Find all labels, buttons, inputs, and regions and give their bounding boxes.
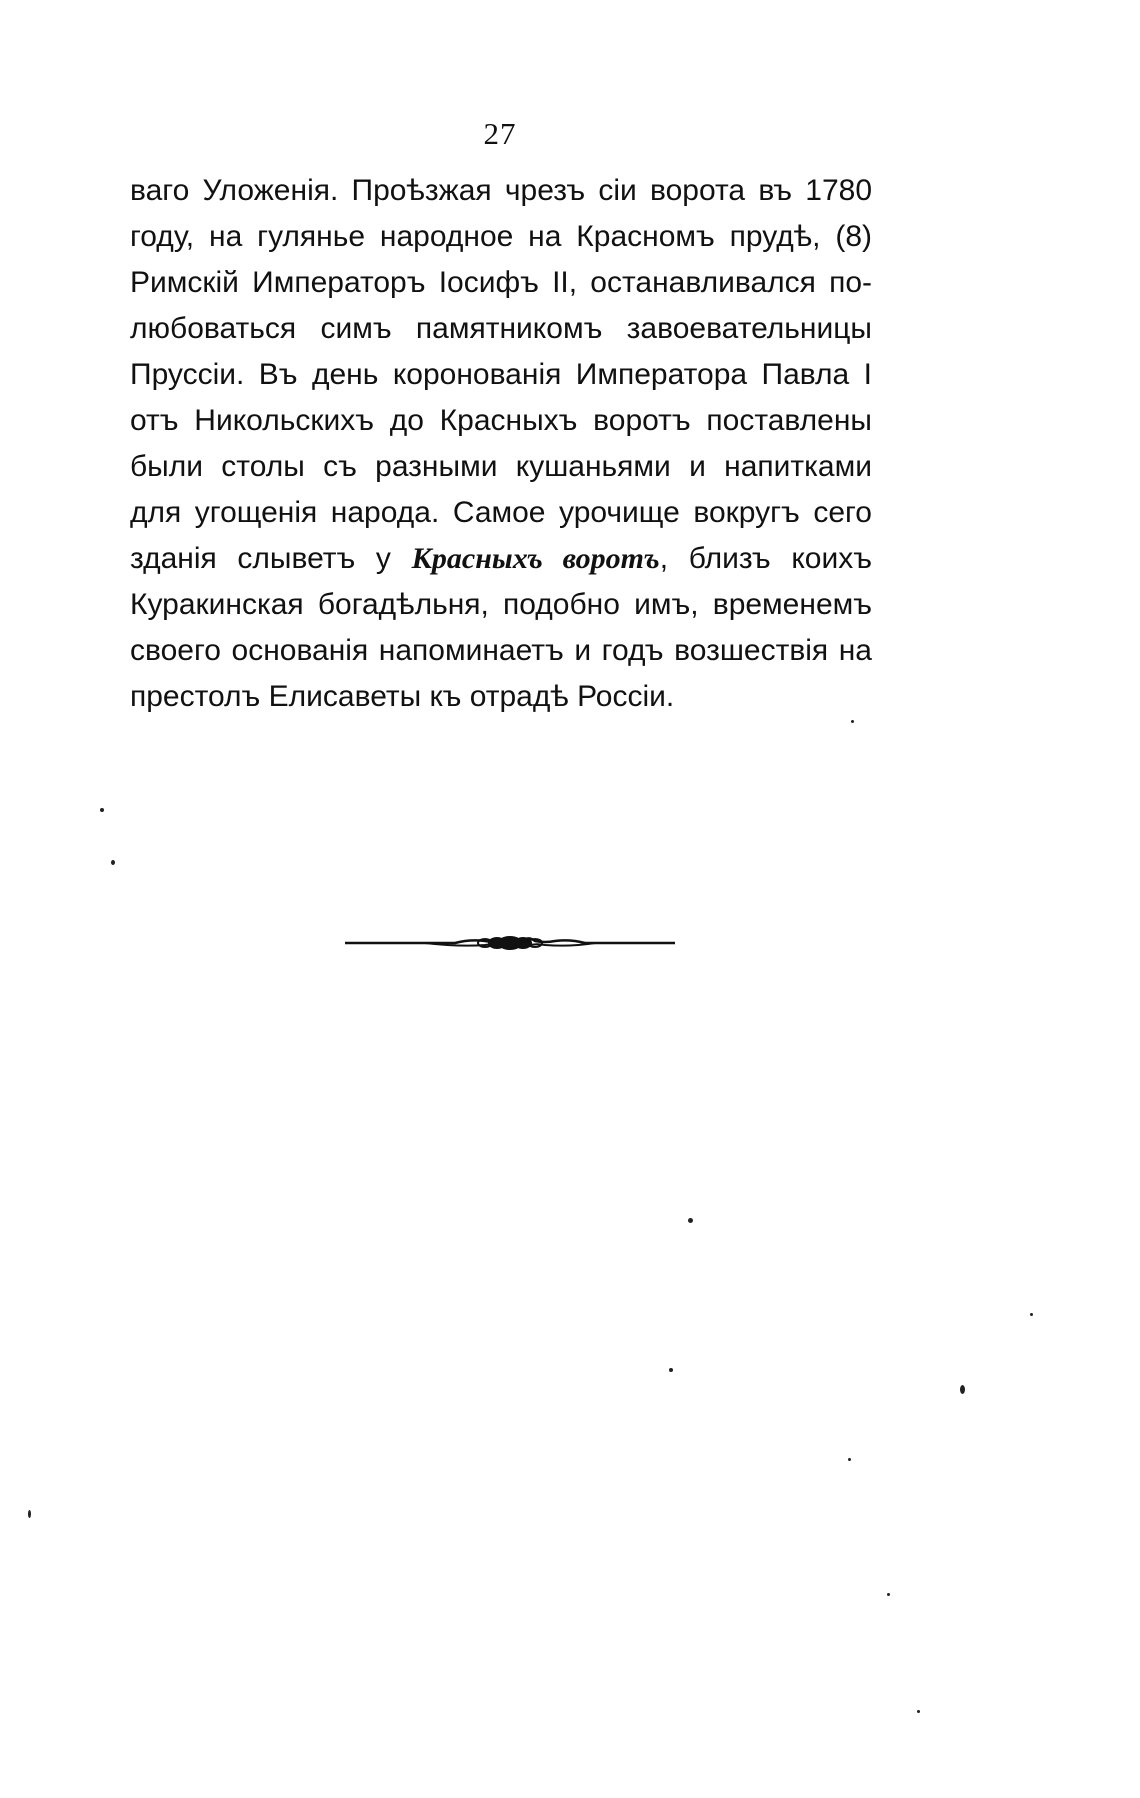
text-line: были столы съ разными кушаньями и напитками [130,450,872,483]
text-line: любоваться симъ памятникомъ завоевательницы [130,312,872,345]
text-line: Римскій Императоръ Іосифъ II, останавливался по- [130,266,872,299]
italic-place-name: Красныхъ воротъ [411,542,660,575]
paper-speck [28,1510,31,1518]
text-line: Куракинская богадѣльня, подобно имъ, временемъ [130,588,872,621]
paper-speck [111,860,115,865]
paper-speck [669,1368,673,1372]
body-text [130,168,872,720]
text-line: году, на гулянье народное на Красномъ прудѣ, (8) [130,220,872,253]
paper-speck [917,1710,920,1713]
paper-speck [1030,1313,1033,1316]
paper-speck [848,1458,851,1461]
scroll-divider-icon [345,928,675,958]
paper-speck [100,808,104,812]
paper-speck [887,1593,890,1596]
text-line: отъ Никольскихъ до Красныхъ воротъ поставлены [130,404,872,437]
text-line: для угощенія народа. Самое урочище вокругъ сего [130,496,872,529]
paper-speck [960,1385,965,1394]
page-number: 27 [483,116,517,151]
text-line [130,536,872,582]
text-fragment: зданія слыветъ у [130,542,412,575]
text-line: ваго Уложенія. Проѣзжая чрезъ сіи ворота въ 1780 [130,174,872,207]
text-fragment: , близъ коихъ [659,542,872,575]
text-line: своего основанія напоминаетъ и годъ возшествія на [130,634,872,667]
text-line: Пруссіи. Въ день коронованія Императора Павла I [130,358,872,391]
text-line: престолъ Елисаветы къ отрадѣ Россіи. [130,680,675,713]
paper-speck [851,720,854,723]
paper-speck [688,1218,693,1223]
